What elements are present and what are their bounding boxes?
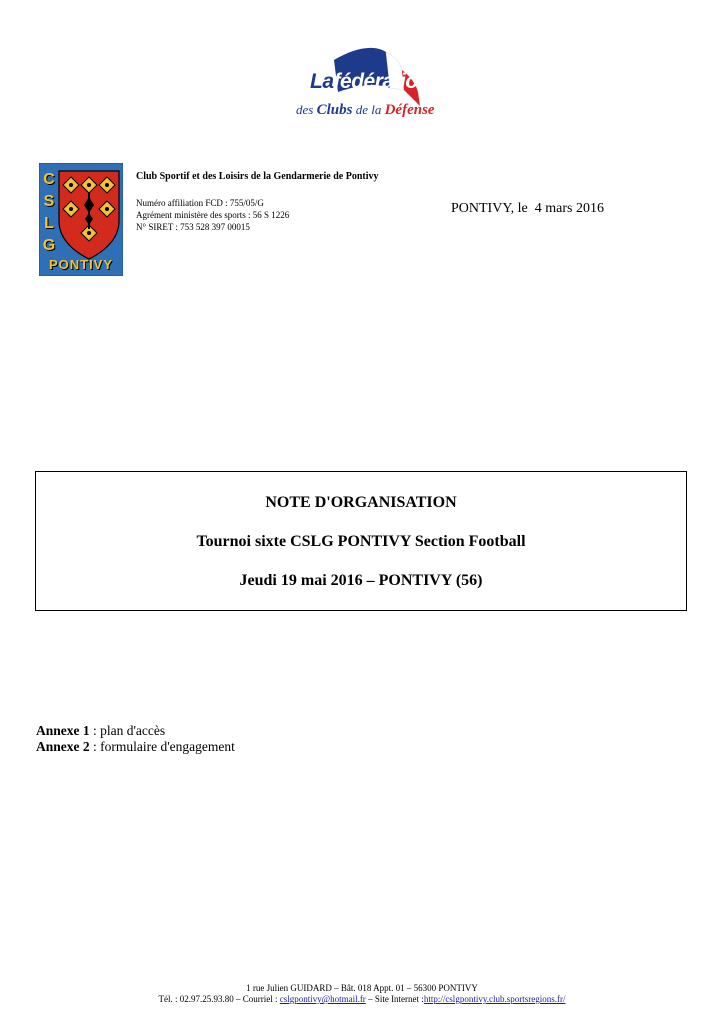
annex-text: : formulaire d'engagement	[89, 739, 235, 754]
footer-site-prefix: – Site Internet :	[365, 994, 424, 1004]
cslg-crest-logo	[39, 163, 123, 276]
note-event-date: Jeudi 19 mai 2016 – PONTIVY (56)	[239, 572, 483, 589]
annex-item	[36, 739, 235, 755]
logo-sub-defense: Défense	[384, 102, 435, 118]
footer-site-link[interactable]: http://cslgpontivy.club.sportsregions.fr/	[423, 994, 566, 1004]
club-affiliation: Numéro affiliation FCD : 755/05/G	[136, 198, 264, 208]
annex-label: Annexe 2	[36, 739, 90, 754]
crest-letter: L	[44, 215, 54, 232]
logo-word-la: La	[310, 70, 334, 93]
note-title-box	[35, 471, 687, 611]
annex-text: : plan d'accès	[89, 723, 166, 738]
footer-contact	[0, 994, 724, 1005]
crest-letter: S	[43, 193, 55, 210]
federation-logo	[294, 46, 440, 126]
logo-sub-clubs: Clubs	[316, 102, 353, 118]
logo-word-federation: fédération	[333, 70, 431, 93]
crest-town: PONTIVY	[48, 257, 114, 272]
annex-label: Annexe 1	[36, 723, 90, 738]
crest-letter: G	[42, 237, 56, 254]
club-agrement: Agrément ministère des sports : 56 S 1226	[136, 210, 290, 220]
note-title: NOTE D'ORGANISATION	[265, 494, 457, 511]
crest-letter: C	[43, 171, 55, 188]
club-name: Club Sportif et des Loisirs de la Gendarmerie de Pontivy	[136, 171, 379, 182]
club-info	[136, 197, 289, 233]
annex-list	[36, 723, 235, 755]
footer-tel: Tél. : 02.97.25.93.80 – Courriel :	[158, 994, 280, 1004]
annex-item	[36, 723, 235, 739]
letter-date: PONTIVY, le 4 mars 2016	[451, 201, 604, 216]
logo-sub-de-la: de la	[355, 102, 382, 117]
footer-address: 1 rue Julien GUIDARD – Bât. 018 Appt. 01 – 56300 PONTIVY	[246, 983, 478, 993]
footer-email-link[interactable]: cslgpontivy@hotmail.fr	[279, 994, 366, 1004]
club-siret: N° SIRET : 753 528 397 00015	[136, 222, 250, 232]
note-subtitle: Tournoi sixte CSLG PONTIVY Section Football	[196, 533, 526, 550]
page-footer	[0, 983, 724, 1005]
logo-sub-des: des	[296, 102, 314, 117]
